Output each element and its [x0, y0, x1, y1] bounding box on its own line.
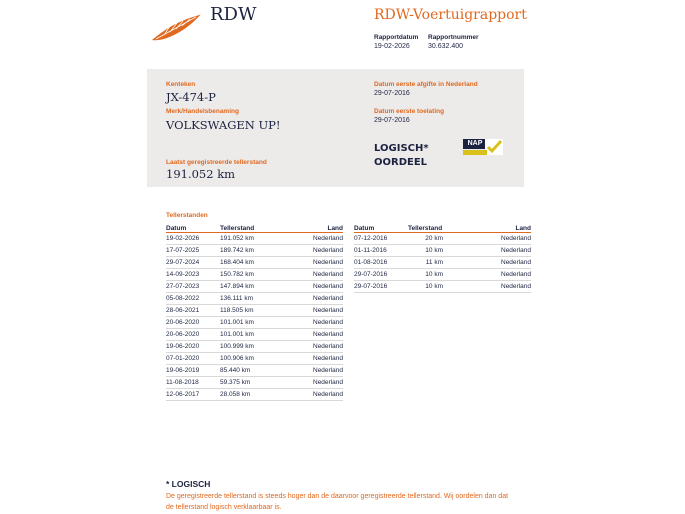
cell-reading: 10 km [408, 269, 443, 281]
table-row [166, 353, 343, 365]
cell-reading: 101.001 km [220, 317, 278, 329]
cell-date: 29-07-2016 [354, 269, 408, 281]
cell-date: 20-06-2020 [166, 329, 220, 341]
verdict-value: LOGISCH* [374, 143, 429, 154]
cell-date: 14-09-2023 [166, 269, 220, 281]
cell-reading: 101.001 km [220, 329, 278, 341]
last-odometer: 191.052 km [166, 167, 236, 181]
cell-reading: 28.058 km [220, 389, 278, 401]
brand-name: RDW [210, 4, 257, 25]
first-registration-nl: 29-07-2016 [374, 90, 410, 97]
first-admission: 29-07-2016 [374, 117, 410, 124]
report-date: 19-02-2026 [374, 43, 410, 50]
cell-reading: 150.782 km [220, 269, 278, 281]
odometer-label: Laatst geregistreerde tellerstand [166, 159, 267, 166]
cell-country: Nederland [443, 281, 531, 293]
cell-date: 19-02-2026 [166, 233, 220, 245]
cell-date: 01-08-2016 [354, 257, 408, 269]
report-date-label: Rapportdatum [374, 34, 419, 41]
cell-date: 12-06-2017 [166, 389, 220, 401]
readings-table-left [166, 224, 343, 401]
cell-date: 29-07-2024 [166, 257, 220, 269]
cell-country: Nederland [278, 281, 343, 293]
table-row [166, 329, 343, 341]
cell-country: Nederland [278, 341, 343, 353]
header-date: Datum [166, 224, 220, 233]
cell-reading: 147.894 km [220, 281, 278, 293]
cell-date: 28-06-2021 [166, 305, 220, 317]
plate-label: Kenteken [166, 81, 196, 88]
cell-date: 07-01-2020 [166, 353, 220, 365]
cell-country: Nederland [278, 305, 343, 317]
table-row [166, 245, 343, 257]
table-row [166, 305, 343, 317]
table-row [166, 365, 343, 377]
cell-reading: 191.052 km [220, 233, 278, 245]
cell-country: Nederland [278, 353, 343, 365]
footnote-text: De geregistreerde tellerstand is steeds hoger dan de daarvoor geregistreerde tellerstand. Wij oordelen dan dat de tellerstand logisch verklaarbaar is. [166, 493, 509, 511]
rdw-logo-icon [150, 12, 202, 42]
table-header-row [354, 224, 531, 233]
cell-reading: 85.440 km [220, 365, 278, 377]
table-row [166, 389, 343, 401]
table-row [166, 269, 343, 281]
first-admission-label: Datum eerste toelating [374, 108, 445, 115]
cell-date: 05-08-2022 [166, 293, 220, 305]
cell-date: 01-11-2016 [354, 245, 408, 257]
cell-reading: 118.505 km [220, 305, 278, 317]
table-header-row [166, 224, 343, 233]
make-label: Merk/Handelsbenaming [166, 108, 239, 115]
table-row [354, 269, 531, 281]
footnote-title: * LOGISCH [166, 479, 211, 489]
nap-text: NAP [463, 139, 487, 149]
table-row [166, 341, 343, 353]
cell-country: Nederland [278, 293, 343, 305]
cell-country: Nederland [278, 389, 343, 401]
cell-reading: 100.999 km [220, 341, 278, 353]
cell-country: Nederland [443, 245, 531, 257]
cell-country: Nederland [278, 245, 343, 257]
cell-country: Nederland [278, 257, 343, 269]
cell-reading: 168.404 km [220, 257, 278, 269]
cell-reading: 136.111 km [220, 293, 278, 305]
cell-date: 27-07-2023 [166, 281, 220, 293]
cell-date: 11-08-2018 [166, 377, 220, 389]
table-row [354, 281, 531, 293]
report-number: 30.632.400 [428, 43, 464, 50]
cell-date: 20-06-2020 [166, 317, 220, 329]
cell-reading: 189.742 km [220, 245, 278, 257]
cell-country: Nederland [278, 329, 343, 341]
header-country: Land [278, 224, 343, 233]
table-row [354, 233, 531, 245]
table-row [166, 317, 343, 329]
cell-date: 17-07-2025 [166, 245, 220, 257]
cell-date: 07-12-2016 [354, 233, 408, 245]
cell-country: Nederland [278, 233, 343, 245]
cell-reading: 10 km [408, 281, 443, 293]
table-row [354, 245, 531, 257]
cell-country: Nederland [278, 365, 343, 377]
cell-country: Nederland [443, 233, 531, 245]
document-title: RDW-Voertuigrapport [374, 7, 527, 23]
cell-reading: 100.906 km [220, 353, 278, 365]
nap-check-icon [485, 139, 503, 155]
first-registration-nl-label: Datum eerste afgifte in Nederland [374, 81, 478, 88]
cell-date: 29-07-2016 [354, 281, 408, 293]
nap-logo [463, 139, 503, 155]
cell-reading: 11 km [408, 257, 443, 269]
nap-bar [463, 150, 487, 155]
cell-country: Nederland [278, 269, 343, 281]
license-plate: JX-474-P [166, 90, 216, 104]
cell-date: 19-06-2019 [166, 365, 220, 377]
cell-country: Nederland [443, 269, 531, 281]
table-row [166, 377, 343, 389]
cell-country: Nederland [278, 317, 343, 329]
table-row [166, 293, 343, 305]
cell-country: Nederland [443, 257, 531, 269]
table-row [354, 257, 531, 269]
table-row [166, 257, 343, 269]
vehicle-make: VOLKSWAGEN UP! [166, 118, 281, 132]
header-reading: Tellerstand [408, 224, 443, 232]
table-row [166, 281, 343, 293]
cell-date: 19-06-2020 [166, 341, 220, 353]
cell-country: Nederland [278, 377, 343, 389]
header-date: Datum [354, 224, 408, 233]
readings-table-right [354, 224, 531, 293]
report-number-label: Rapportnummer [428, 34, 479, 41]
table-row [166, 233, 343, 245]
cell-reading: 59.375 km [220, 377, 278, 389]
cell-reading: 20 km [408, 233, 443, 245]
cell-reading: 10 km [408, 245, 443, 257]
readings-title: Tellerstanden [166, 212, 208, 219]
header-country: Land [443, 224, 531, 233]
verdict-label: OORDEEL [374, 157, 428, 168]
header-reading: Tellerstand [220, 224, 278, 233]
